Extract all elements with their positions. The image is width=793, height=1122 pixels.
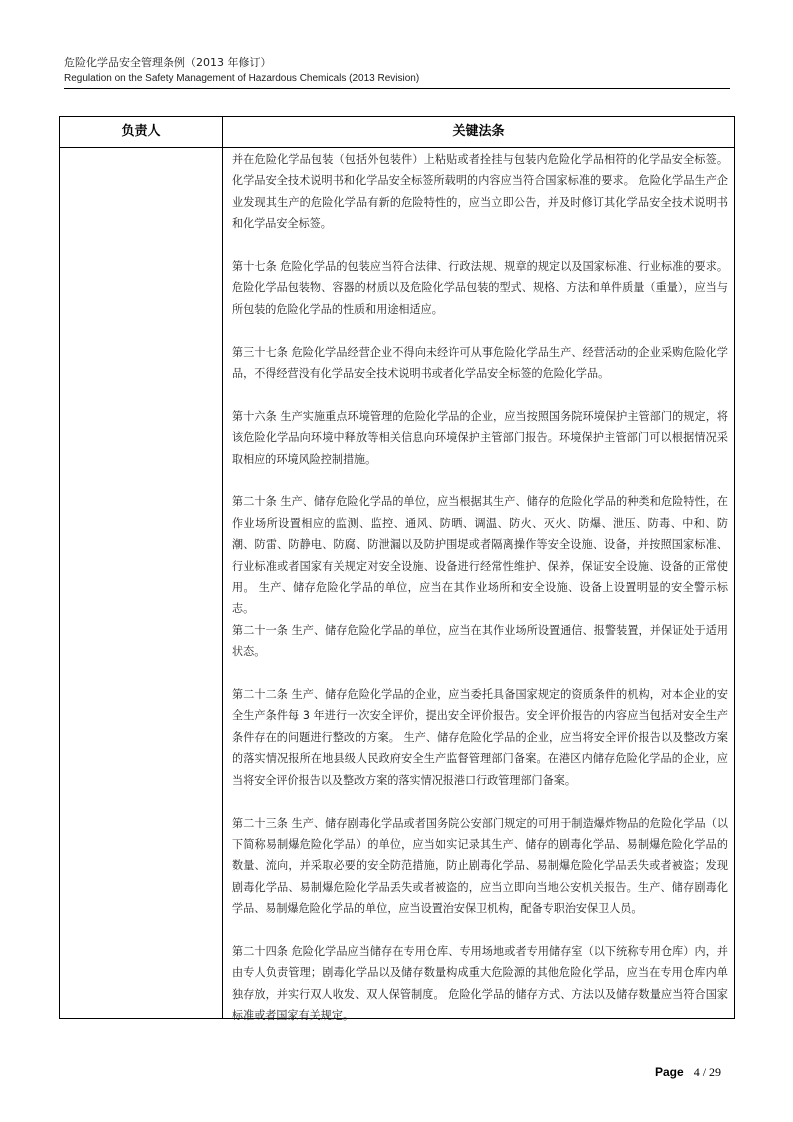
provision-article-37: 第三十七条 危险化学品经营企业不得向未经许可从事危险化学品生产、经营活动的企业采购危险化学品，不得经营没有化学品安全技术说明书或者化学品安全标签的危险化学品。	[232, 345, 728, 381]
provision-article-21: 第二十一条 生产、储存危险化学品的单位，应当在其作业场所设置通信、报警装置，并保证处于适用状态。	[232, 623, 728, 659]
regulation-table	[59, 116, 735, 1023]
provision-article-16: 第十六条 生产实施重点环境管理的危险化学品的企业，应当按照国务院环境保护主管部门的规定，将该危险化学品向环境中释放等相关信息向环境保护主管部门报告。环境保护主管部门可以根据情况采取相应的环境风险控制措施。	[232, 409, 728, 466]
provision-paragraph: 并在危险化学品包装（包括外包装件）上粘贴或者拴挂与包装内危险化学品相符的化学品安全标签。化学品安全技术说明书和化学品安全标签所载明的内容应当符合国家标准的要求。 危险化学品生产企业发现其生产的危险化学品有新的危险特性的，应当立即公告，并及时修订其化学品安全技术说明书和化学品安全标签。	[232, 153, 728, 231]
page-label: Page	[655, 1065, 684, 1079]
page-footer	[655, 1065, 721, 1080]
header-title-english: Regulation on the Safety Management of Hazardous Chemicals (2013 Revision)	[64, 73, 420, 84]
provision-article-23: 第二十三条 生产、储存剧毒化学品或者国务院公安部门规定的可用于制造爆炸物品的危险化学品（以下简称易制爆危险化学品）的单位，应当如实记录其生产、储存的剧毒化学品、易制爆危险化学品的数量、流向，并采取必要的安全防范措施，防止剧毒化学品、易制爆危险化学品丢失或者被盗；发现剧毒化学品、易制爆危险化学品丢失或者被盗的，应当立即向当地公安机关报告。生产、储存剧毒化学品、易制爆危险化学品的单位，应当设置治安保卫机构，配备专职治安保卫人员。	[232, 816, 728, 916]
provision-article-22: 第二十二条 生产、储存危险化学品的企业，应当委托具备国家规定的资质条件的机构，对本企业的安全生产条件每 3 年进行一次安全评价，提出安全评价报告。安全评价报告的内容应当包括对安全生产条件存在的问题进行整改的方案。 生产、储存危险化学品的企业，应当将安全评价报告以及整改方案的落实情况报所在地县级人民政府安全生产监督管理部门备案。在港区内储存危险化学品的企业，应当将安全评价报告以及整改方案的落实情况报港口行政管理部门备案。	[232, 688, 728, 787]
table-header-row	[60, 117, 734, 148]
provision-article-20: 第二十条 生产、储存危险化学品的单位，应当根据其生产、储存的危险化学品的种类和危险特性，在作业场所设置相应的监测、监控、通风、防晒、调温、防火、灭火、防爆、泄压、防毒、中和、防潮、防雷、防静电、防腐、防泄漏以及防护围堤或者隔离操作等安全设施、设备，并按照国家标准、行业标准或者国家有关规定对安全设施、设备进行经常性维护、保养，保证安全设施、设备的正常使用。 生产、储存危险化学品的单位，应当在其作业场所和安全设施、设备上设置明显的安全警示标志。	[232, 495, 728, 616]
provision-article-17: 第十七条 危险化学品的包装应当符合法律、行政法规、规章的规定以及国家标准、行业标准的要求。 危险化学品包装物、容器的材质以及危险化学品包装的型式、规格、方法和单件质量（重量），应当与所包装的危险化学品的性质和用途相适应。	[232, 260, 728, 316]
responsible-party-header: 负责人	[121, 124, 161, 139]
key-provisions-cell	[232, 149, 728, 1027]
key-provisions-header: 关键法条	[452, 124, 505, 139]
running-header	[64, 56, 730, 86]
header-title-chinese: 危险化学品安全管理条例（2013 年修订）	[64, 56, 272, 69]
header-rule	[64, 88, 730, 89]
page-number: 4 / 29	[693, 1065, 722, 1079]
provision-article-24: 第二十四条 危险化学品应当储存在专用仓库、专用场地或者专用储存室（以下统称专用仓库）内，并由专人负责管理；剧毒化学品以及储存数量构成重大危险源的其他危险化学品，应当在专用仓库内单独存放，并实行双人收发、双人保管制度。 危险化学品的储存方式、方法以及储存数量应当符合国家标准或者国家有关规定。	[232, 944, 728, 1023]
column-divider	[222, 117, 223, 1018]
